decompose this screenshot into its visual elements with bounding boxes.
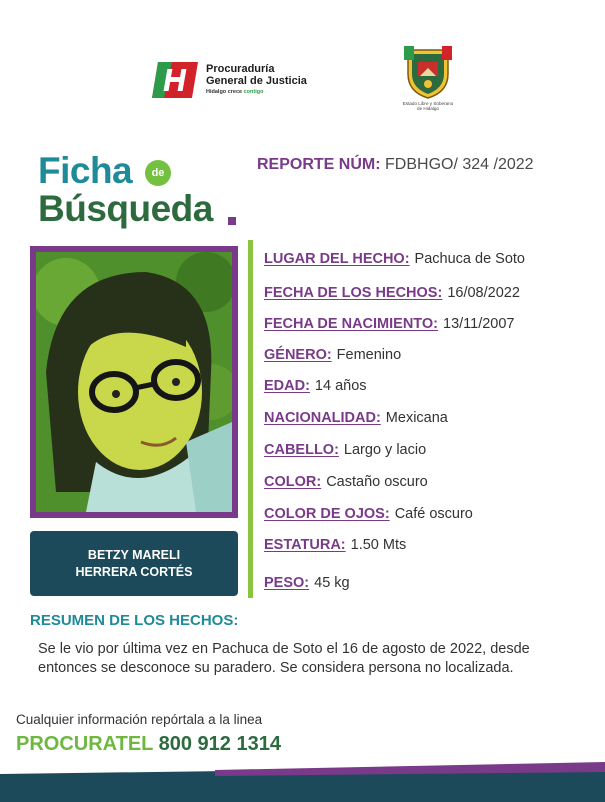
pgj-name-line1: Procuraduría — [206, 62, 275, 75]
person-name-line2: HERRERA CORTÉS — [75, 564, 193, 579]
title-dot — [228, 217, 236, 225]
pgj-h-logo-icon — [152, 60, 200, 100]
procuratel-brand: PROCURATEL — [16, 733, 154, 755]
procuratel-line — [16, 733, 281, 756]
title-ficha: Ficha — [38, 150, 133, 191]
field-peso: PESO: 45 kg — [264, 575, 350, 591]
pgj-name-line2: General de Justicia — [206, 74, 307, 87]
report-number — [257, 156, 534, 174]
field-fecha-hechos: FECHA DE LOS HECHOS: 16/08/2022 — [264, 285, 520, 301]
footer-stripe — [0, 762, 605, 802]
report-label: REPORTE NÚM: — [257, 156, 381, 173]
summary-text: Se le vio por última vez en Pachuca de Soto el 16 de agosto de 2022, desde entonces se desconoce su paradero. Se considera persona no localizada. — [38, 641, 530, 676]
field-estatura: ESTATURA: 1.50 Mts — [264, 537, 407, 553]
divider-bar — [248, 240, 253, 598]
person-name-box — [30, 531, 238, 596]
contact-info: Cualquier información repórtala a la linea — [16, 712, 263, 727]
coat-of-arms-icon — [400, 44, 456, 100]
field-color-ojos: COLOR DE OJOS: Café oscuro — [264, 506, 473, 522]
hidalgo-seal — [394, 44, 462, 112]
title-de-badge: de — [145, 160, 171, 186]
field-edad: EDAD: 14 años — [264, 378, 367, 394]
person-name-line1: BETZY MARELI — [87, 547, 181, 562]
report-value: FDBHGO/ 324 /2022 — [385, 156, 534, 173]
summary-title: RESUMEN DE LOS HECHOS: — [30, 612, 239, 629]
pgj-logo — [152, 60, 307, 100]
person-photo — [30, 246, 238, 518]
title-busqueda: Búsqueda — [38, 188, 213, 229]
procuratel-phone: 800 912 1314 — [158, 733, 281, 755]
field-cabello: CABELLO: Largo y lacio — [264, 442, 427, 458]
seal-caption: Estado Libre y Soberano de Hidalgo — [402, 101, 454, 112]
pgj-slogan: Hidalgo crece contigo — [206, 89, 264, 96]
field-nacionalidad: NACIONALIDAD: Mexicana — [264, 410, 448, 426]
field-color: COLOR: Castaño oscuro — [264, 474, 428, 490]
field-lugar: LUGAR DEL HECHO: Pachuca de Soto — [264, 251, 525, 267]
field-genero: GÉNERO: Femenino — [264, 347, 402, 363]
field-fecha-nacimiento: FECHA DE NACIMIENTO: 13/11/2007 — [264, 316, 515, 332]
